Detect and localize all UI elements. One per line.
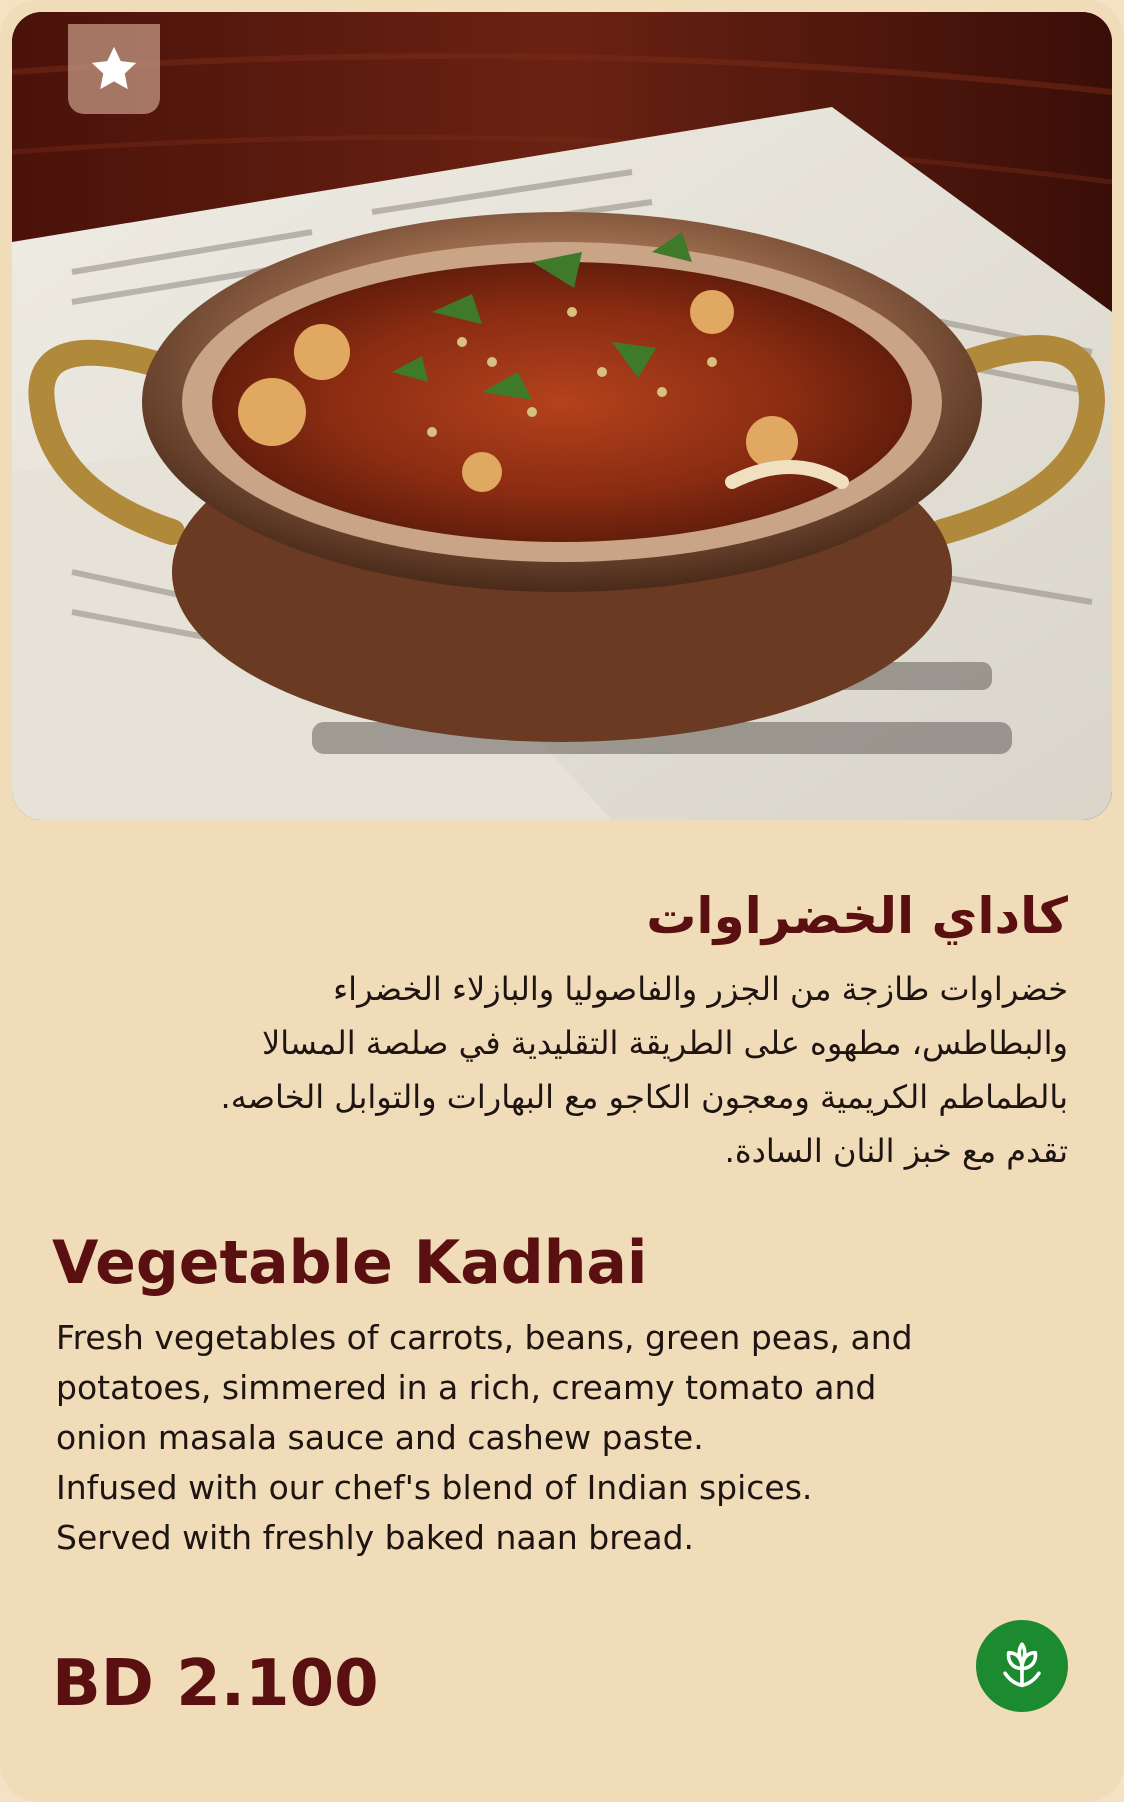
description-line: خضراوات طازجة من الجزر والفاصوليا والبازلاء الخضراء bbox=[333, 970, 1068, 1008]
description-line: والبطاطس، مطهوه على الطريقة التقليدية في صلصة المسالا bbox=[261, 1024, 1068, 1062]
description-line: Served with freshly baked naan bread. bbox=[56, 1518, 695, 1557]
item-description-english bbox=[56, 1313, 1076, 1563]
leaf-icon bbox=[993, 1637, 1051, 1695]
star-icon bbox=[86, 41, 142, 97]
dish-illustration bbox=[12, 12, 1112, 820]
description-line: Infused with our chef's blend of Indian spices. bbox=[56, 1468, 813, 1507]
item-title-english: Vegetable Kadhai bbox=[52, 1228, 648, 1298]
description-line: بالطماطم الكريمية ومعجون الكاجو مع البهارات والتوابل الخاصه. bbox=[220, 1078, 1068, 1116]
vegetarian-badge bbox=[976, 1620, 1068, 1712]
item-title-arabic: كاداي الخضراوات bbox=[646, 887, 1068, 945]
item-price: BD 2.100 bbox=[52, 1647, 379, 1721]
description-line: potatoes, simmered in a rich, creamy tomato and bbox=[56, 1368, 877, 1407]
description-line: onion masala sauce and cashew paste. bbox=[56, 1418, 704, 1457]
item-description-arabic bbox=[58, 962, 1068, 1178]
dish-photo bbox=[12, 12, 1112, 820]
favorite-button[interactable] bbox=[68, 24, 160, 114]
description-line: تقدم مع خبز النان السادة. bbox=[724, 1132, 1068, 1170]
description-line: Fresh vegetables of carrots, beans, green peas, and bbox=[56, 1318, 913, 1357]
